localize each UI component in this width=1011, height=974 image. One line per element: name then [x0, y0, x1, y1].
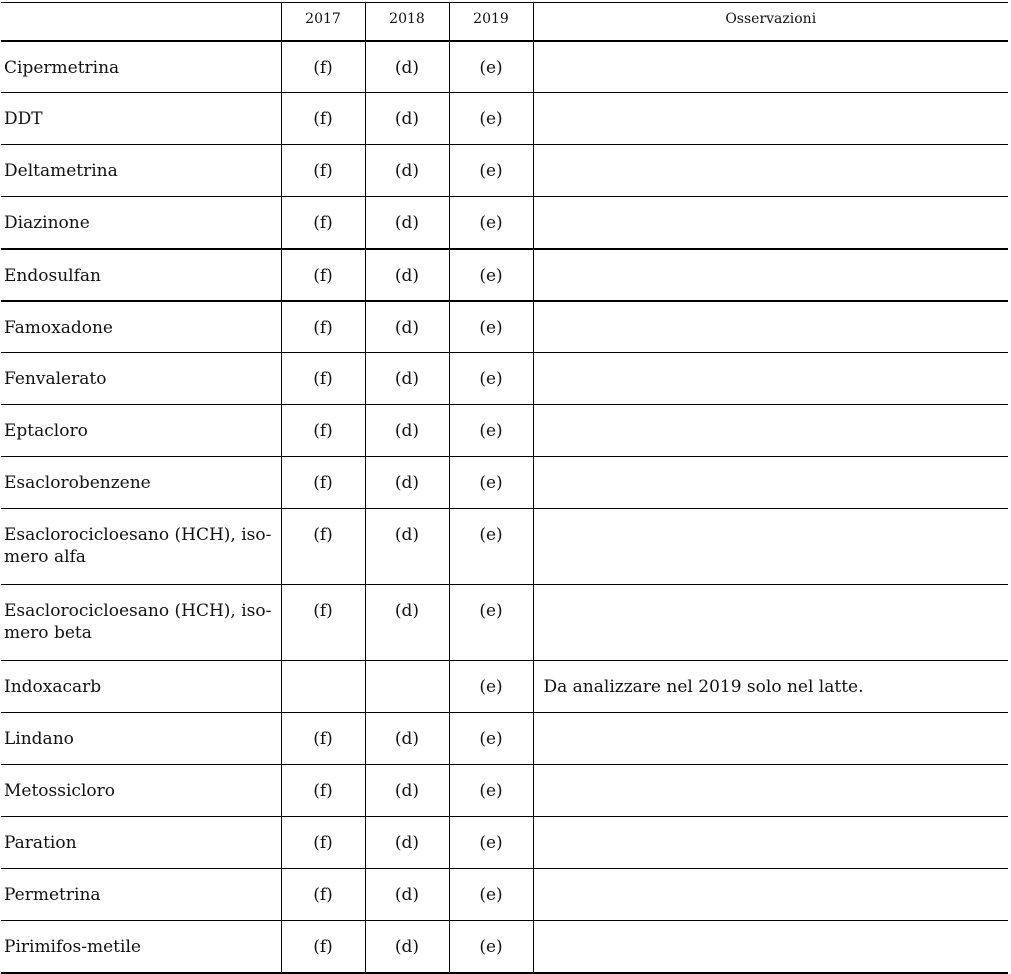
table-row: [1, 249, 1008, 301]
value-2017-cell: (f): [281, 405, 365, 457]
header-2018: 2018: [365, 3, 449, 41]
value-2018-cell: (d): [365, 765, 449, 817]
observation-cell: [533, 197, 1008, 249]
value-2019-cell: (e): [449, 869, 533, 921]
substance-cell: Diazinone: [1, 197, 281, 249]
substance-cell: Endosulfan: [1, 249, 281, 301]
substance-cell: Cipermetrina: [1, 41, 281, 93]
value-2018-cell: (d): [365, 93, 449, 145]
value-2017-cell: (f): [281, 197, 365, 249]
table-row: [1, 765, 1008, 817]
value-2018-cell: (d): [365, 869, 449, 921]
value-2017-cell: (f): [281, 249, 365, 301]
observation-cell: [533, 713, 1008, 765]
value-2017-cell: (f): [281, 145, 365, 197]
table-row: [1, 41, 1008, 93]
table-row: [1, 457, 1008, 509]
value-2018-cell: (d): [365, 353, 449, 405]
pesticide-table: [1, 2, 1008, 974]
substance-cell: Esaclorocicloesano (HCH), iso- mero alfa: [1, 509, 281, 585]
substance-cell: Esaclorocicloesano (HCH), iso- mero beta: [1, 585, 281, 661]
header-2019: 2019: [449, 3, 533, 41]
table-row: [1, 93, 1008, 145]
substance-cell: Paration: [1, 817, 281, 869]
substance-cell: Famoxadone: [1, 301, 281, 353]
value-2019-cell: (e): [449, 353, 533, 405]
value-2018-cell: (d): [365, 197, 449, 249]
table-row: [1, 301, 1008, 353]
value-2019-cell: (e): [449, 197, 533, 249]
value-2019-cell: (e): [449, 41, 533, 93]
table-row: [1, 921, 1008, 973]
observation-cell: Da analizzare nel 2019 solo nel latte.: [533, 661, 1008, 713]
substance-cell: Lindano: [1, 713, 281, 765]
observation-cell: [533, 869, 1008, 921]
table-row: [1, 353, 1008, 405]
table-row: [1, 869, 1008, 921]
substance-cell: Indoxacarb: [1, 661, 281, 713]
substance-cell: Eptacloro: [1, 405, 281, 457]
value-2019-cell: (e): [449, 405, 533, 457]
value-2019-cell: (e): [449, 713, 533, 765]
value-2019-cell: (e): [449, 145, 533, 197]
value-2017-cell: (f): [281, 765, 365, 817]
header-substance: [1, 3, 281, 41]
value-2018-cell: (d): [365, 921, 449, 973]
value-2017-cell: (f): [281, 301, 365, 353]
value-2019-cell: (e): [449, 817, 533, 869]
value-2017-cell: (f): [281, 457, 365, 509]
value-2017-cell: (f): [281, 869, 365, 921]
value-2018-cell: (d): [365, 405, 449, 457]
observation-cell: [533, 817, 1008, 869]
value-2019-cell: (e): [449, 457, 533, 509]
header-row: [1, 3, 1008, 41]
value-2017-cell: (f): [281, 509, 365, 585]
observation-cell: [533, 457, 1008, 509]
value-2019-cell: (e): [449, 93, 533, 145]
value-2018-cell: (d): [365, 817, 449, 869]
substance-cell: Metossicloro: [1, 765, 281, 817]
substance-cell: Pirimifos-metile: [1, 921, 281, 973]
observation-cell: [533, 509, 1008, 585]
value-2017-cell: [281, 661, 365, 713]
value-2017-cell: (f): [281, 41, 365, 93]
table-row: [1, 145, 1008, 197]
value-2018-cell: (d): [365, 249, 449, 301]
value-2018-cell: (d): [365, 509, 449, 585]
substance-cell: DDT: [1, 93, 281, 145]
value-2019-cell: (e): [449, 249, 533, 301]
value-2017-cell: (f): [281, 817, 365, 869]
observation-cell: [533, 301, 1008, 353]
substance-cell: Deltametrina: [1, 145, 281, 197]
table-row: [1, 197, 1008, 249]
table-row: [1, 405, 1008, 457]
observation-cell: [533, 405, 1008, 457]
observation-cell: [533, 93, 1008, 145]
observation-cell: [533, 41, 1008, 93]
substance-cell: Permetrina: [1, 869, 281, 921]
value-2017-cell: (f): [281, 585, 365, 661]
value-2018-cell: (d): [365, 145, 449, 197]
header-2017: 2017: [281, 3, 365, 41]
table-row: [1, 817, 1008, 869]
table-row: [1, 713, 1008, 765]
table-row: [1, 509, 1008, 585]
substance-cell: Esaclorobenzene: [1, 457, 281, 509]
value-2017-cell: (f): [281, 921, 365, 973]
value-2018-cell: (d): [365, 301, 449, 353]
value-2018-cell: (d): [365, 713, 449, 765]
observation-cell: [533, 249, 1008, 301]
value-2019-cell: (e): [449, 301, 533, 353]
observation-cell: [533, 353, 1008, 405]
observation-cell: [533, 921, 1008, 973]
value-2018-cell: [365, 661, 449, 713]
substance-cell: Fenvalerato: [1, 353, 281, 405]
value-2017-cell: (f): [281, 93, 365, 145]
value-2019-cell: (e): [449, 585, 533, 661]
value-2019-cell: (e): [449, 765, 533, 817]
observation-cell: [533, 145, 1008, 197]
value-2019-cell: (e): [449, 921, 533, 973]
value-2017-cell: (f): [281, 353, 365, 405]
observation-cell: [533, 765, 1008, 817]
value-2018-cell: (d): [365, 585, 449, 661]
header-observations: Osservazioni: [533, 3, 1008, 41]
value-2019-cell: (e): [449, 661, 533, 713]
table-body: [1, 41, 1008, 973]
value-2018-cell: (d): [365, 457, 449, 509]
value-2018-cell: (d): [365, 41, 449, 93]
observation-cell: [533, 585, 1008, 661]
value-2019-cell: (e): [449, 509, 533, 585]
table-row: [1, 585, 1008, 661]
table-row: [1, 661, 1008, 713]
value-2017-cell: (f): [281, 713, 365, 765]
